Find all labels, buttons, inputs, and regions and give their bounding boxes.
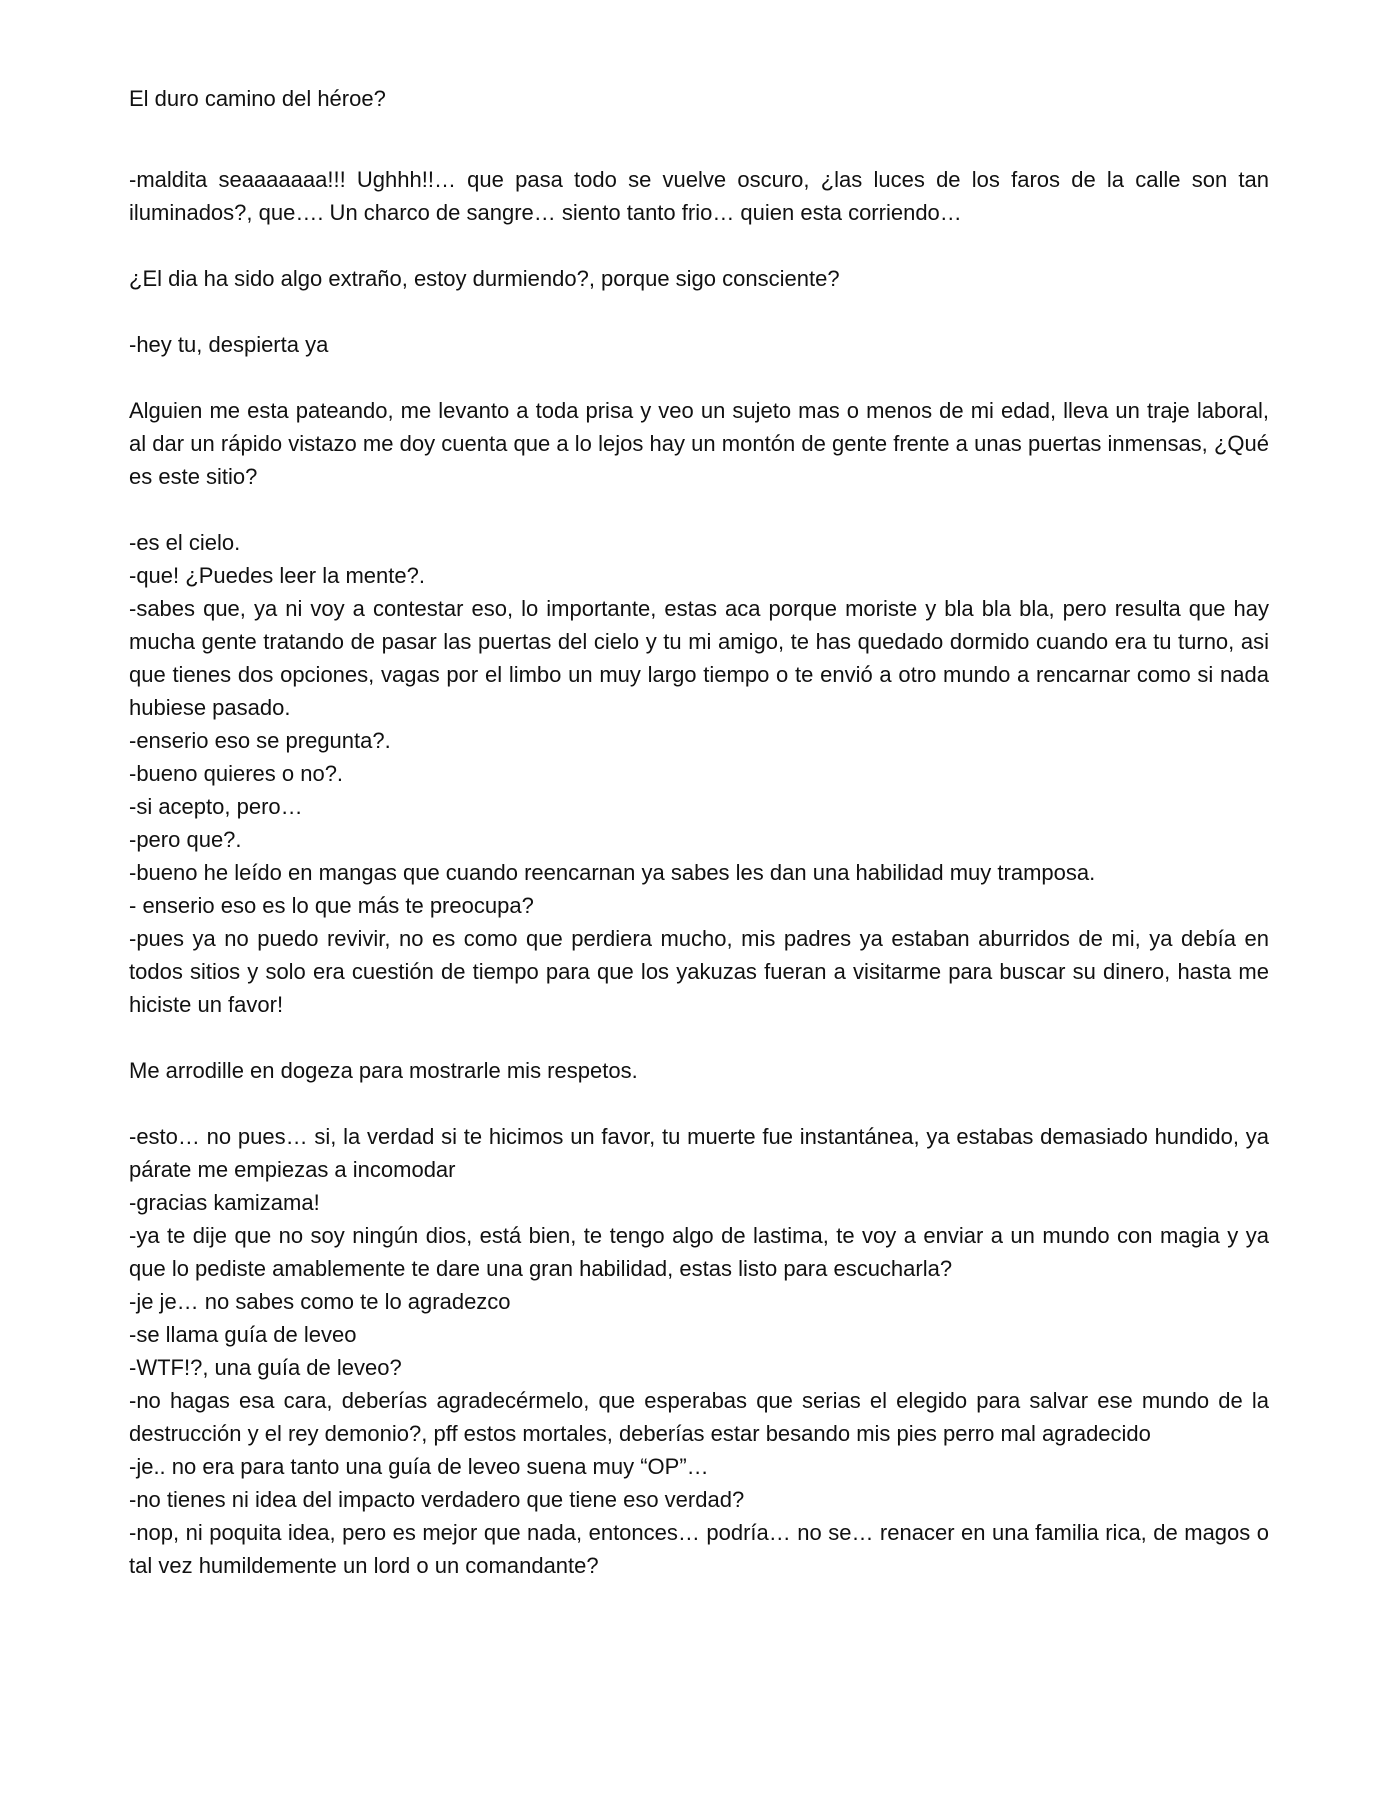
dialogue-line: -sabes que, ya ni voy a contestar eso, lo importante, estas aca porque moriste y bla bla bla, pero resulta que hay mucha gente tratando de pasar las puertas del cielo y tu mi amigo, te has quedado dormido cuando era tu turno, asi que tienes dos opciones, vagas por el limbo un muy largo tiempo o te envió a otro mundo a rencarnar como si nada hubiese pasado. (129, 596, 1269, 720)
dialogue-line: -se llama guía de leveo (129, 1322, 357, 1347)
dialogue-line: -bueno quieres o no?. (129, 761, 344, 786)
dialogue-line: -je.. no era para tanto una guía de leveo suena muy “OP”… (129, 1454, 709, 1479)
dialogue-line: -je je… no sabes como te lo agradezco (129, 1289, 511, 1314)
dialogue-line: -gracias kamizama! (129, 1190, 320, 1215)
dialogue-line: -pues ya no puedo revivir, no es como que perdiera mucho, mis padres ya estaban aburridos de mi, ya debía en todos sitios y solo era cuestión de tiempo para que los yakuzas fueran a visitarme para buscar su dinero, hasta me hiciste un favor! (129, 926, 1269, 1017)
dialogue-line: -es el cielo. (129, 530, 241, 555)
dialogue-line: -WTF!?, una guía de leveo? (129, 1355, 402, 1380)
paragraph: -hey tu, despierta ya (129, 332, 329, 357)
dialogue-line: -bueno he leído en mangas que cuando reencarnan ya sabes les dan una habilidad muy tramposa. (129, 860, 1096, 885)
dialogue-line: -no tienes ni idea del impacto verdadero que tiene eso verdad? (129, 1487, 745, 1512)
dialogue-line: -pero que?. (129, 827, 242, 852)
dialogue-line: -esto… no pues… si, la verdad si te hicimos un favor, tu muerte fue instantánea, ya estabas demasiado hundido, ya párate me empiezas a incomodar (129, 1124, 1269, 1182)
dialogue-line: -no hagas esa cara, deberías agradecérmelo, que esperabas que serias el elegido para salvar ese mundo de la destrucción y el rey demonio?, pff estos mortales, deberías estar besando mis pies perro mal agradecido (129, 1388, 1269, 1446)
dialogue-line: -que! ¿Puedes leer la mente?. (129, 563, 425, 588)
dialogue-line: - enserio eso es lo que más te preocupa? (129, 893, 534, 918)
paragraph: Me arrodille en dogeza para mostrarle mis respetos. (129, 1058, 638, 1083)
dialogue-line: -nop, ni poquita idea, pero es mejor que nada, entonces… podría… no se… renacer en una familia rica, de magos o tal vez humildemente un lord o un comandante? (129, 1520, 1269, 1578)
document-title: El duro camino del héroe? (129, 86, 386, 111)
dialogue-line: -si acepto, pero… (129, 794, 303, 819)
document-body (129, 82, 1269, 1582)
paragraph: -maldita seaaaaaaa!!! Ughhh!!… que pasa todo se vuelve oscuro, ¿las luces de los faros de la calle son tan iluminados?, que…. Un charco de sangre… siento tanto frio… quien esta corriendo… (129, 167, 1269, 225)
dialogue-line: -enserio eso se pregunta?. (129, 728, 391, 753)
paragraph: ¿El dia ha sido algo extraño, estoy durmiendo?, porque sigo consciente? (129, 266, 840, 291)
dialogue-line: -ya te dije que no soy ningún dios, está bien, te tengo algo de lastima, te voy a enviar a un mundo con magia y ya que lo pediste amablemente te dare una gran habilidad, estas listo para escucharla? (129, 1223, 1269, 1281)
paragraph: Alguien me esta pateando, me levanto a toda prisa y veo un sujeto mas o menos de mi edad, lleva un traje laboral, al dar un rápido vistazo me doy cuenta que a lo lejos hay un montón de gente frente a unas puertas inmensas, ¿Qué es este sitio? (129, 398, 1269, 489)
